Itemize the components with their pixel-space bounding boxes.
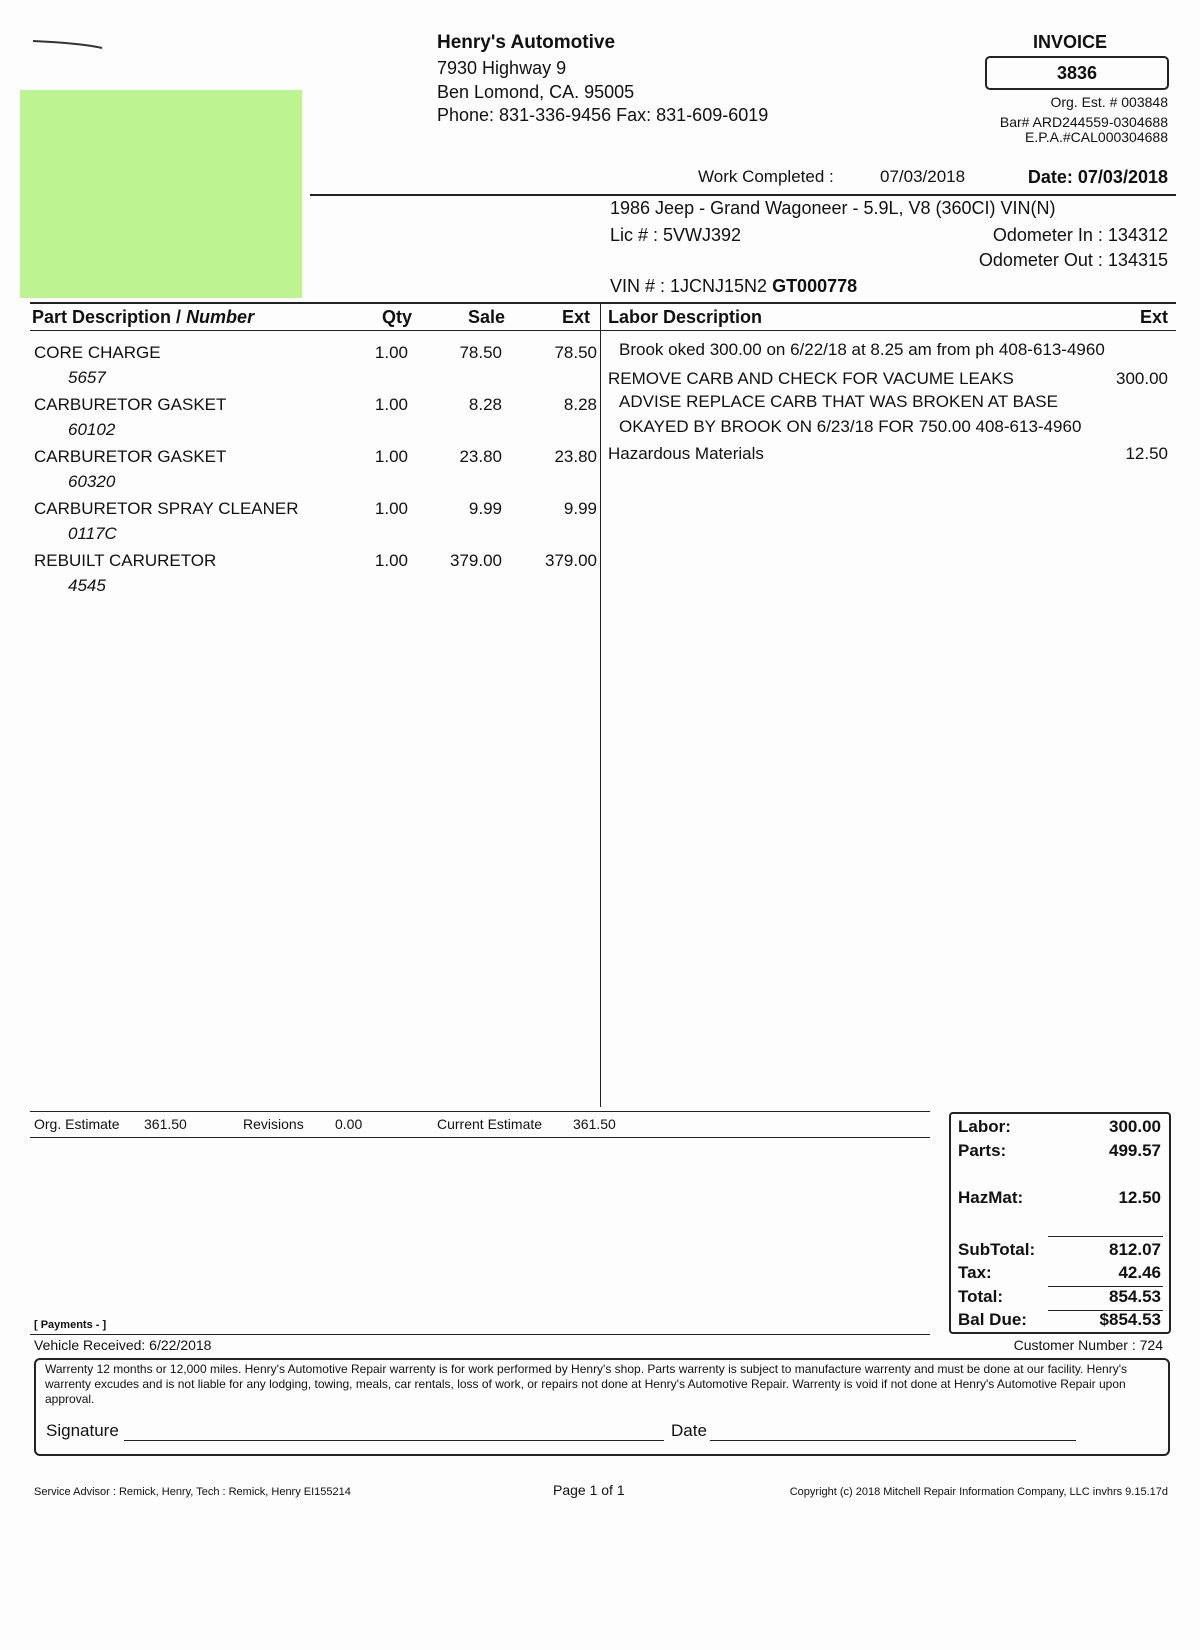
part-sale: 8.28 xyxy=(468,395,502,414)
column-divider xyxy=(600,303,601,1107)
vehicle-description: 1986 Jeep - Grand Wagoneer - 5.9L, V8 (360CI) VIN(N) xyxy=(610,198,1056,218)
customer-number: Customer Number : 724 xyxy=(1013,1337,1163,1353)
table-bottom-line xyxy=(30,1111,930,1112)
invoice-number: 3836 xyxy=(985,56,1169,90)
signature-line[interactable] xyxy=(124,1440,664,1441)
vehicle-received: Vehicle Received: 6/22/2018 xyxy=(34,1337,212,1353)
sale-header: Sale xyxy=(467,307,505,327)
part-ext: 379.00 xyxy=(545,551,597,570)
current-estimate-value: 361.50 xyxy=(573,1116,616,1132)
revisions-label: Revisions xyxy=(243,1116,304,1132)
date-label: Date xyxy=(671,1421,707,1440)
labor-desc: REMOVE CARB AND CHECK FOR VACUME LEAKS xyxy=(608,369,1014,388)
vin-number xyxy=(610,276,857,297)
part-number-header-label: Number xyxy=(186,307,255,327)
hazmat-total: 12.50 xyxy=(1118,1188,1161,1207)
bal-due-value: $854.53 xyxy=(1099,1310,1161,1329)
labor-total: 300.00 xyxy=(1109,1117,1161,1136)
parts-total-label: Parts: xyxy=(958,1141,1007,1160)
part-qty: 1.00 xyxy=(374,343,408,362)
part-desc-header-label: Part Description xyxy=(32,307,172,327)
labor-desc: Hazardous Materials xyxy=(608,444,764,463)
odometer-in: Odometer In : 134312 xyxy=(992,225,1168,245)
part-number: 60320 xyxy=(68,472,116,491)
pen-mark xyxy=(30,34,110,54)
labor-desc: Brook oked 300.00 on 6/22/18 at 8.25 am from ph 408-613-4960 xyxy=(619,340,1105,359)
part-ext: 8.28 xyxy=(563,395,597,414)
part-sale: 9.99 xyxy=(468,499,502,518)
labor-ext: 12.50 xyxy=(1125,444,1168,463)
part-desc: CARBURETOR GASKET xyxy=(34,395,227,414)
date-line[interactable] xyxy=(710,1440,1076,1441)
labor-ext: 300.00 xyxy=(1116,369,1168,388)
part-sale: 78.50 xyxy=(459,343,502,362)
org-estimate-value: 361.50 xyxy=(144,1116,187,1132)
revisions-value: 0.00 xyxy=(335,1116,363,1132)
shop-address: 7930 Highway 9 xyxy=(437,58,567,78)
shop-name: Henry's Automotive xyxy=(437,32,616,53)
subtotal-value: 812.07 xyxy=(1109,1240,1161,1259)
signature-label: Signature xyxy=(46,1421,119,1440)
qty-header: Qty xyxy=(381,307,412,327)
labor-desc: OKAYED BY BROOK ON 6/23/18 FOR 750.00 408-613-4960 xyxy=(619,417,1082,436)
part-sale: 379.00 xyxy=(450,551,502,570)
current-estimate-label: Current Estimate xyxy=(437,1116,543,1132)
parts-total: 499.57 xyxy=(1109,1141,1161,1160)
page-number: Page 1 of 1 xyxy=(553,1482,625,1498)
part-desc: CARBURETOR SPRAY CLEANER xyxy=(34,499,299,518)
epa-number: E.P.A.#CAL000304688 xyxy=(1025,129,1168,145)
payments-line xyxy=(30,1334,930,1335)
part-qty: 1.00 xyxy=(374,499,408,518)
tax-label: Tax: xyxy=(958,1263,992,1282)
license-plate: Lic # : 5VWJ392 xyxy=(610,225,742,245)
part-ext: 9.99 xyxy=(563,499,597,518)
part-ext: 78.50 xyxy=(554,343,597,362)
part-qty: 1.00 xyxy=(374,395,408,414)
subtotal-line xyxy=(1048,1236,1163,1237)
part-number: 0117C xyxy=(68,524,117,543)
subtotal-label: SubTotal: xyxy=(958,1240,1036,1259)
header-divider xyxy=(310,194,1176,196)
odometer-out: Odometer Out : 134315 xyxy=(978,250,1168,270)
part-ext: 23.80 xyxy=(554,447,597,466)
header-underline xyxy=(30,330,1176,331)
estimate-underline xyxy=(30,1137,930,1138)
labor-desc: ADVISE REPLACE CARB THAT WAS BROKEN AT BASE xyxy=(619,392,1058,411)
hazmat-label: HazMat: xyxy=(958,1188,1024,1207)
service-advisor: Service Advisor : Remick, Henry, Tech : Remick, Henry EI155214 xyxy=(34,1486,351,1498)
warranty-text: Warrenty 12 months or 12,000 miles. Henry's Automotive Repair warrenty is for work performed by Henry's shop. Parts warrenty is subject to manufacture warrenty and must be done at our facility. Henry's warrenty excudes and is not liable for any lodging, towing, meals, car rentals, loss of work, or repairs not done at Henry's Automotive Repair. Warrenty is void if not done at Henry's Automotive Repair upon approval. xyxy=(45,1362,1127,1406)
table-top-line xyxy=(30,302,1176,304)
shop-city: Ben Lomond, CA. 95005 xyxy=(437,82,635,102)
part-desc: CARBURETOR GASKET xyxy=(34,447,227,466)
bar-number: Bar# ARD244559-0304688 xyxy=(999,114,1168,130)
labor-total-label: Labor: xyxy=(958,1117,1011,1136)
labor-description-header: Labor Description xyxy=(608,307,763,327)
work-completed-label: Work Completed : xyxy=(698,167,834,186)
org-est-number: Org. Est. # 003848 xyxy=(1050,94,1168,110)
vin-prefix: VIN # : 1JCNJ15N2 xyxy=(610,276,773,296)
part-number: 60102 xyxy=(68,420,116,439)
payments-label: [ Payments - ] xyxy=(34,1319,107,1331)
part-qty: 1.00 xyxy=(374,447,408,466)
tax-value: 42.46 xyxy=(1118,1263,1161,1282)
part-desc: CORE CHARGE xyxy=(34,343,161,362)
part-number: 4545 xyxy=(68,576,106,595)
copyright: Copyright (c) 2018 Mitchell Repair Information Company, LLC invhrs 9.15.17d xyxy=(789,1486,1168,1498)
part-description-header: Part Description / Number xyxy=(32,307,255,327)
labor-ext-header: Ext xyxy=(1139,307,1168,327)
part-qty: 1.00 xyxy=(374,551,408,570)
invoice-date: Date: 07/03/2018 xyxy=(1027,167,1168,187)
part-desc: REBUILT CARURETOR xyxy=(34,551,217,570)
work-completed-date: 07/03/2018 xyxy=(880,167,966,186)
sticky-note xyxy=(20,90,302,298)
total-label: Total: xyxy=(958,1287,1004,1306)
bal-due-label: Bal Due: xyxy=(958,1310,1027,1329)
part-sale: 23.80 xyxy=(459,447,502,466)
ext-header: Ext xyxy=(561,307,590,327)
org-estimate-label: Org. Estimate xyxy=(34,1116,120,1132)
shop-phone: Phone: 831-336-9456 Fax: 831-609-6019 xyxy=(437,105,769,125)
invoice-label: INVOICE xyxy=(1032,32,1107,52)
vin-bold: GT000778 xyxy=(772,276,858,296)
total-value: 854.53 xyxy=(1109,1287,1161,1306)
part-number: 5657 xyxy=(68,368,106,387)
